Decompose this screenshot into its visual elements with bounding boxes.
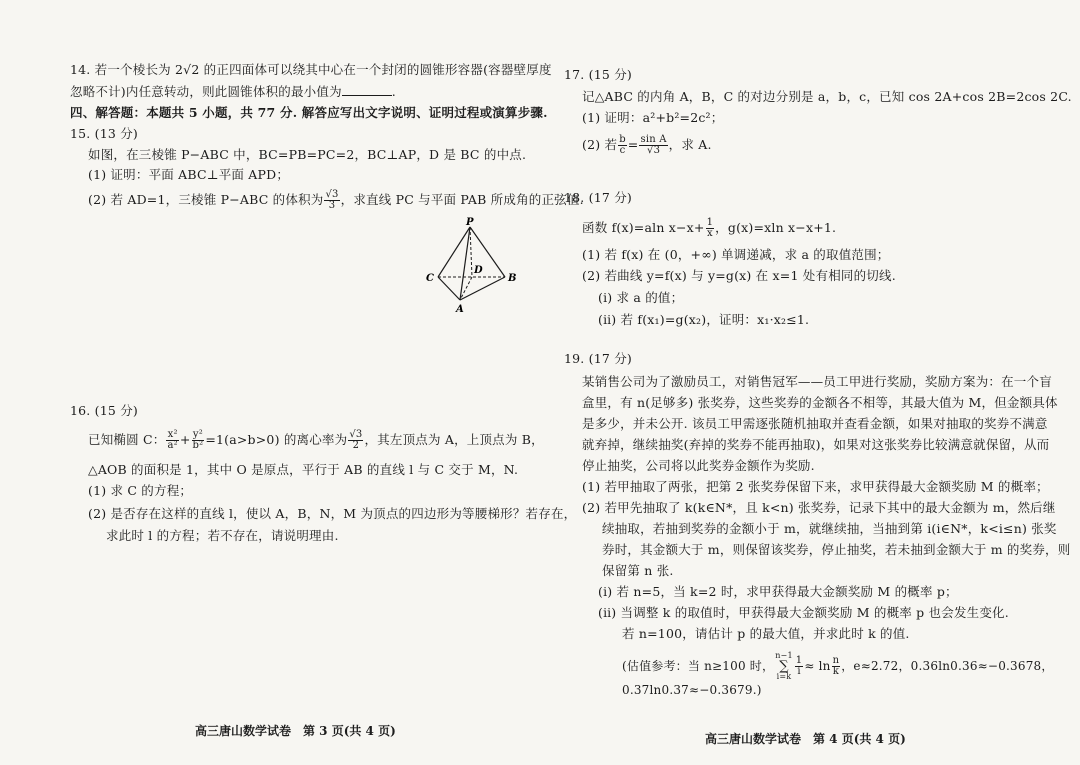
e-den: 2 xyxy=(352,440,360,451)
answer-blank xyxy=(342,85,392,96)
q18-line1 xyxy=(582,218,836,239)
q19-reference-line2: 0.37ln0.37≈−0.3679.) xyxy=(622,683,762,697)
q15-line1: 如图，在三棱锥 P−ABC 中，BC=PB=PC=2，BC⊥AP，D 是 BC 的中点. xyxy=(88,147,527,162)
q14-line2-end: . xyxy=(391,84,396,99)
x-fraction xyxy=(166,430,178,451)
q17-header: 17. (15 分) xyxy=(564,67,632,82)
q19-line: 某销售公司为了激励员工，对销售冠军——员工甲进行奖励，奖励方案为：在一个盲 xyxy=(582,374,1052,389)
approx-ln: ≈ ln xyxy=(804,659,831,673)
q17-line3-a: (2) 若 xyxy=(582,137,618,152)
eccentricity-fraction xyxy=(348,430,363,451)
q19-line: 保留第 n 张. xyxy=(602,563,674,578)
y-num: y² xyxy=(192,429,203,440)
label-b: B xyxy=(508,273,517,284)
ref-a: (估值参考：当 n≥100 时， xyxy=(622,659,775,673)
q14-line1: 14. 若一个棱长为 2√2 的正四面体可以绕其中心在一个封闭的圆锥形容器(容器壁厚度 xyxy=(70,62,552,77)
tetrahedron-figure xyxy=(420,215,530,315)
label-a: A xyxy=(456,304,464,315)
edge-pd-hidden xyxy=(470,227,472,277)
q19-line: 续抽取，若抽到奖券的金额小于 m，就继续抽，当抽到第 i(i∈N*，k<i≤n) 张奖 xyxy=(602,521,1057,536)
q19-line: 券时，其金额大于 m，则保留该奖券，停止抽奖，若未抽到金额大于 m 的奖券，则 xyxy=(602,542,1071,557)
sum-top: n−1 xyxy=(775,651,793,660)
sin-den: √3 xyxy=(647,145,661,156)
q16-line1-b: =1(a>b>0) 的离心率为 xyxy=(205,432,348,447)
q19-line: (ⅱ) 当调整 k 的取值时，甲获得最大金额奖励 M 的概率 p 也会发生变化. xyxy=(598,605,1009,620)
q19-header: 19. (17 分) xyxy=(564,351,632,366)
one-over-x xyxy=(706,218,715,239)
q16-line5: 求此时 l 的方程；若不存在，请说明理由. xyxy=(106,528,339,543)
volume-fraction xyxy=(324,190,339,211)
right-footer: 高三唐山数学试卷 第 4 页(共 4 页) xyxy=(705,732,906,746)
q18-line5: (ⅱ) 若 f(x₁)=g(x₂)，证明：x₁·x₂≤1. xyxy=(598,312,810,327)
i-den: i xyxy=(797,666,801,677)
q16-line3: (1) 求 C 的方程； xyxy=(88,483,193,498)
y-den: b² xyxy=(192,440,204,451)
sum-sigma: ∑ xyxy=(779,659,789,674)
b-over-c xyxy=(618,135,627,156)
x-num: x² xyxy=(167,429,178,440)
q18-header: 18. (17 分) xyxy=(564,190,632,205)
sin-num: sin A xyxy=(640,134,667,145)
bc-den: c xyxy=(619,145,626,156)
fx-num: 1 xyxy=(706,217,714,228)
ref-b: ，e≈2.72，0.36ln0.36≈−0.3678， xyxy=(841,659,1054,673)
section4-heading: 四、解答题：本题共 5 小题，共 77 分. 解答应写出文字说明、证明过程或演算步骤. xyxy=(70,105,548,120)
q16-line4: (2) 是否存在这样的直线 l，使以 A，B，N，M 为顶点的四边形为等腰梯形？若存在， xyxy=(88,506,577,521)
volume-num: √3 xyxy=(325,189,339,200)
q19-line: 就弃掉，继续抽奖(弃掉的奖券不能再抽取)，如果对这张奖券比较满意就保留，从而 xyxy=(582,437,1050,452)
edge-pa xyxy=(460,227,470,300)
q15-line2: (1) 证明：平面 ABC⊥平面 APD； xyxy=(88,167,290,182)
q18-line2: (1) 若 f(x) 在 (0，+∞) 单调递减，求 a 的取值范围； xyxy=(582,247,890,262)
q15-line3-b: ，求直线 PC 与平面 PAB 所成角的正弦值. xyxy=(340,192,584,207)
q15-line3-a: (2) 若 AD=1，三棱锥 P−ABC 的体积为 xyxy=(88,192,324,207)
volume-den: 3 xyxy=(328,200,336,211)
q18-line1-a: 函数 f(x)=aln x−x+ xyxy=(582,220,705,235)
left-footer: 高三唐山数学试卷 第 3 页(共 4 页) xyxy=(195,724,396,738)
q16-line1-a: 已知椭圆 C： xyxy=(88,432,166,447)
x-den: a² xyxy=(167,440,178,451)
label-d: D xyxy=(474,265,483,276)
one-num: 1 xyxy=(795,655,803,666)
one-over-i xyxy=(795,656,804,677)
edge-ba xyxy=(460,277,505,300)
sum-bottom: i=k xyxy=(776,672,792,681)
q15-header: 15. (13 分) xyxy=(70,126,138,141)
e-num: √3 xyxy=(349,429,363,440)
q19-reference xyxy=(622,652,1054,681)
q17-line3 xyxy=(582,135,712,156)
right-page xyxy=(540,0,1080,765)
q18-line1-b: ，g(x)=xln x−x+1. xyxy=(715,220,837,235)
q18-line3: (2) 若曲线 y=f(x) 与 y=g(x) 在 x=1 处有相同的切线. xyxy=(582,268,896,283)
nk-den: k xyxy=(832,666,840,677)
fx-den: x xyxy=(706,228,713,239)
q16-header: 16. (15 分) xyxy=(70,403,138,418)
y-fraction xyxy=(192,430,205,451)
q17-line1: 记△ABC 的内角 A，B，C 的对边分别是 a，b，c，已知 cos 2A+cos 2B=2cos 2C. xyxy=(582,89,1072,104)
q19-line: (1) 若甲抽取了两张，把第 2 张奖券保留下来，求甲获得最大金额奖励 M 的概率； xyxy=(582,479,1049,494)
q14-line2 xyxy=(70,84,396,100)
n-over-k xyxy=(832,656,841,677)
q16-line1 xyxy=(88,430,544,451)
q19-line: (2) 若甲先抽取了 k(k∈N*，且 k<n) 张奖券，记录下其中的最大金额为 m，然后继 xyxy=(582,500,1056,515)
q17-line2: (1) 证明：a²+b²=2c²； xyxy=(582,110,724,125)
q19-line: 是多少，并未公开. 该员工甲需逐张随机抽取并查看金额，如果对抽取的奖券不满意 xyxy=(582,416,1048,431)
plus-sign: + xyxy=(179,432,191,447)
bc-num: b xyxy=(619,134,626,145)
sum-symbol xyxy=(775,652,793,681)
q19-line: 盒里，有 n(足够多) 张奖券，这些奖券的金额各不相等，其最大值为 M，但金额具体 xyxy=(582,395,1058,410)
q16-line2: △AOB 的面积是 1，其中 O 是原点，平行于 AB 的直线 l 与 C 交于 M，N. xyxy=(88,462,519,477)
q15-line3 xyxy=(88,190,584,211)
q19-line: (ⅰ) 若 n=5，当 k=2 时，求甲获得最大金额奖励 M 的概率 p； xyxy=(598,584,958,599)
edge-ca xyxy=(438,277,460,300)
nk-num: n xyxy=(832,655,840,666)
q19-line: 停止抽奖，公司将以此奖券金额作为奖励. xyxy=(582,458,815,473)
sin-fraction xyxy=(639,135,667,156)
label-c: C xyxy=(426,273,434,284)
edge-pc xyxy=(438,227,470,277)
q19-line: 若 n=100，请估计 p 的最大值，并求此时 k 的值. xyxy=(622,626,910,641)
q14-line2-text: 忽略不计)内任意转动，则此圆锥体积的最小值为 xyxy=(70,84,342,99)
equals-sign: = xyxy=(627,137,639,152)
label-p: P xyxy=(466,217,474,228)
q17-line3-b: ，求 A. xyxy=(668,137,712,152)
q18-line4: (ⅰ) 求 a 的值； xyxy=(598,290,684,305)
q16-line1-c: ，其左顶点为 A，上顶点为 B， xyxy=(364,432,544,447)
